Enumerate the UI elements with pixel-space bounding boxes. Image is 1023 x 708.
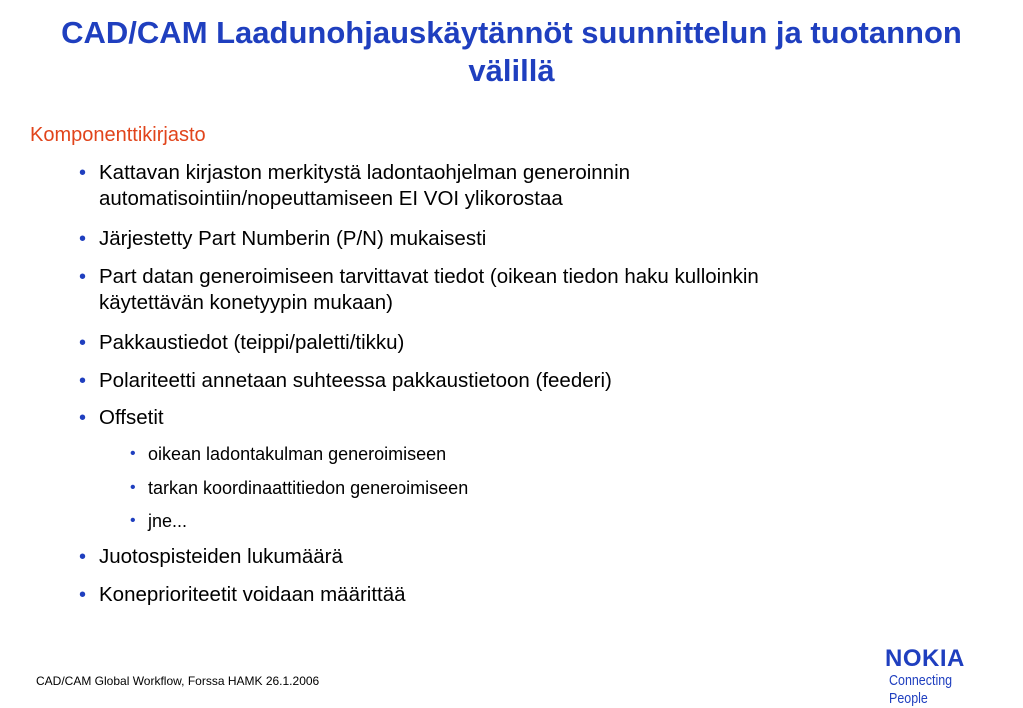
nokia-logo	[885, 645, 1007, 707]
slide-title: CAD/CAM Laadunohjauskäytännöt suunnittelun ja tuotannon välillä	[61, 15, 962, 88]
sub-list-item	[130, 476, 948, 500]
bullet-icon: •	[130, 445, 136, 462]
list-item-text-line: Juotospisteiden lukumäärä	[99, 545, 343, 568]
sub-list-item	[130, 509, 948, 533]
logo-wordmark: NOKIA	[885, 645, 965, 672]
list-item-text-line: Pakkaustiedot (teippi/paletti/tikku)	[99, 331, 405, 354]
list-item-text-line: automatisointiin/nopeuttamiseen EI VOI ylikorostaa	[99, 187, 563, 210]
logo-tagline: Connecting People	[889, 673, 953, 707]
list-item	[79, 368, 979, 394]
footer-text: CAD/CAM Global Workflow, Forssa HAMK 26.1.2006	[36, 674, 320, 688]
list-item-text-line: Polariteetti annetaan suhteessa pakkaustietoon (feederi)	[99, 369, 612, 392]
bullet-icon: •	[79, 370, 87, 392]
list-item	[79, 582, 979, 608]
sub-list-item-text: tarkan koordinaattitiedon generoimiseen	[148, 478, 469, 498]
sub-list-item-text: oikean ladontakulman generoimiseen	[148, 444, 447, 464]
bullet-icon: •	[130, 479, 136, 496]
list-item	[79, 264, 979, 316]
list-item	[79, 160, 979, 212]
bullet-icon: •	[79, 407, 87, 429]
list-item	[79, 544, 979, 570]
list-item-text-line: Järjestetty Part Numberin (P/N) mukaisesti	[99, 227, 487, 250]
bullet-icon: •	[79, 162, 87, 184]
bullet-icon: •	[79, 584, 87, 606]
list-item-text-line: Koneprioriteetit voidaan määrittää	[99, 583, 406, 606]
list-item	[79, 330, 979, 356]
list-item-text-line: käytettävän konetyypin mukaan)	[99, 291, 393, 314]
sub-list-item-text: jne...	[148, 511, 188, 531]
list-item-text-line: Offsetit	[99, 406, 164, 429]
list-item-text-line: Part datan generoimiseen tarvittavat tiedot (oikean tiedon haku kulloinkin	[99, 265, 759, 288]
bullet-icon: •	[79, 228, 87, 250]
sub-list-item	[130, 442, 948, 466]
list-item	[79, 226, 979, 252]
bullet-icon: •	[79, 332, 87, 354]
bullet-icon: •	[79, 546, 87, 568]
bullet-icon: •	[79, 266, 87, 288]
list-item	[79, 405, 979, 431]
section-heading: Komponenttikirjasto	[30, 124, 206, 146]
bullet-icon: •	[130, 512, 136, 529]
list-item-text-line: Kattavan kirjaston merkitystä ladontaohjelman generoinnin	[99, 161, 631, 184]
